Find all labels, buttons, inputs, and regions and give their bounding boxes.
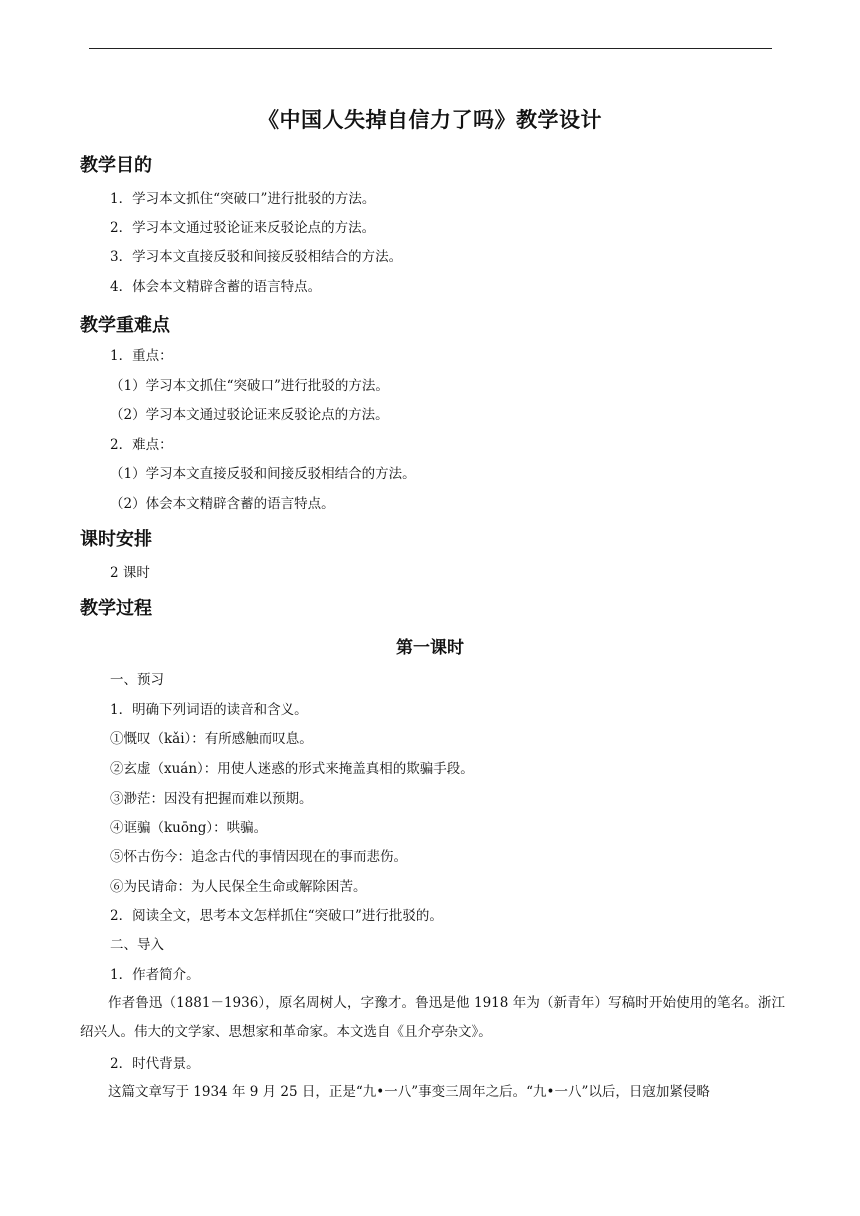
process-item: 2．阅读全文，思考本文怎样抓住“突破口”进行批驳的。: [110, 908, 443, 924]
key-point-item: 2．难点：: [110, 437, 173, 453]
document-title: 《中国人失掉自信力了吗》教学设计: [258, 108, 602, 132]
process-item: ②玄虚（xuán）：用使人迷惑的形式来掩盖真相的欺骗手段。: [110, 761, 474, 777]
heading-key-points: 教学重难点: [80, 315, 170, 336]
key-point-item: （1）学习本文直接反驳和间接反驳相结合的方法。: [110, 466, 416, 482]
subheading-first-lesson: 第一课时: [396, 638, 464, 658]
key-point-item: （1）学习本文抓住“突破口”进行批驳的方法。: [110, 378, 389, 394]
objective-item: 1．学习本文抓住“突破口”进行批驳的方法。: [110, 191, 376, 207]
process-item: ④诓骗（kuōng）：哄骗。: [110, 820, 268, 836]
process-item: ⑤怀古伤今：追念古代的事情因现在的事而悲伤。: [110, 849, 407, 865]
heading-process: 教学过程: [80, 598, 152, 619]
background-paragraph: 这篇文章写于 1934 年 9 月 25 日，正是“九•一八”事变三周年之后。“九•一八”以后，日寇加紧侵略: [108, 1084, 710, 1100]
author-paragraph: 作者鲁迅（1881－1936），原名周树人，字豫才。鲁迅是他 1918 年为（新青年）写稿时开始使用的笔名。浙江绍兴人。伟大的文学家、思想家和革命家。本文选自《且介亭杂文》。: [80, 995, 785, 1040]
schedule-text: 2 课时: [110, 565, 150, 581]
key-point-item: 1．重点：: [110, 348, 173, 364]
process-item: 一、预习: [110, 672, 164, 688]
heading-schedule: 课时安排: [80, 529, 152, 550]
key-point-item: （2）学习本文通过驳论证来反驳论点的方法。: [110, 407, 389, 423]
process-item: 1．作者简介。: [110, 967, 200, 983]
background-heading: 2．时代背景。: [110, 1056, 200, 1072]
process-item: ①慨叹（kǎi）：有所感触而叹息。: [110, 731, 313, 747]
process-item: ③渺茫：因没有把握而难以预期。: [110, 791, 313, 807]
objective-item: 3．学习本文直接反驳和间接反驳相结合的方法。: [110, 249, 403, 265]
process-item: 1．明确下列词语的读音和含义。: [110, 702, 308, 718]
header-rule: [89, 48, 772, 49]
process-item: ⑥为民请命：为人民保全生命或解除困苦。: [110, 879, 367, 895]
key-point-item: （2）体会本文精辟含蓄的语言特点。: [110, 496, 335, 512]
process-item: 二、导入: [110, 937, 164, 953]
objective-item: 2．学习本文通过驳论证来反驳论点的方法。: [110, 220, 376, 236]
heading-objectives: 教学目的: [80, 155, 152, 176]
objective-item: 4．体会本文精辟含蓄的语言特点。: [110, 279, 322, 295]
